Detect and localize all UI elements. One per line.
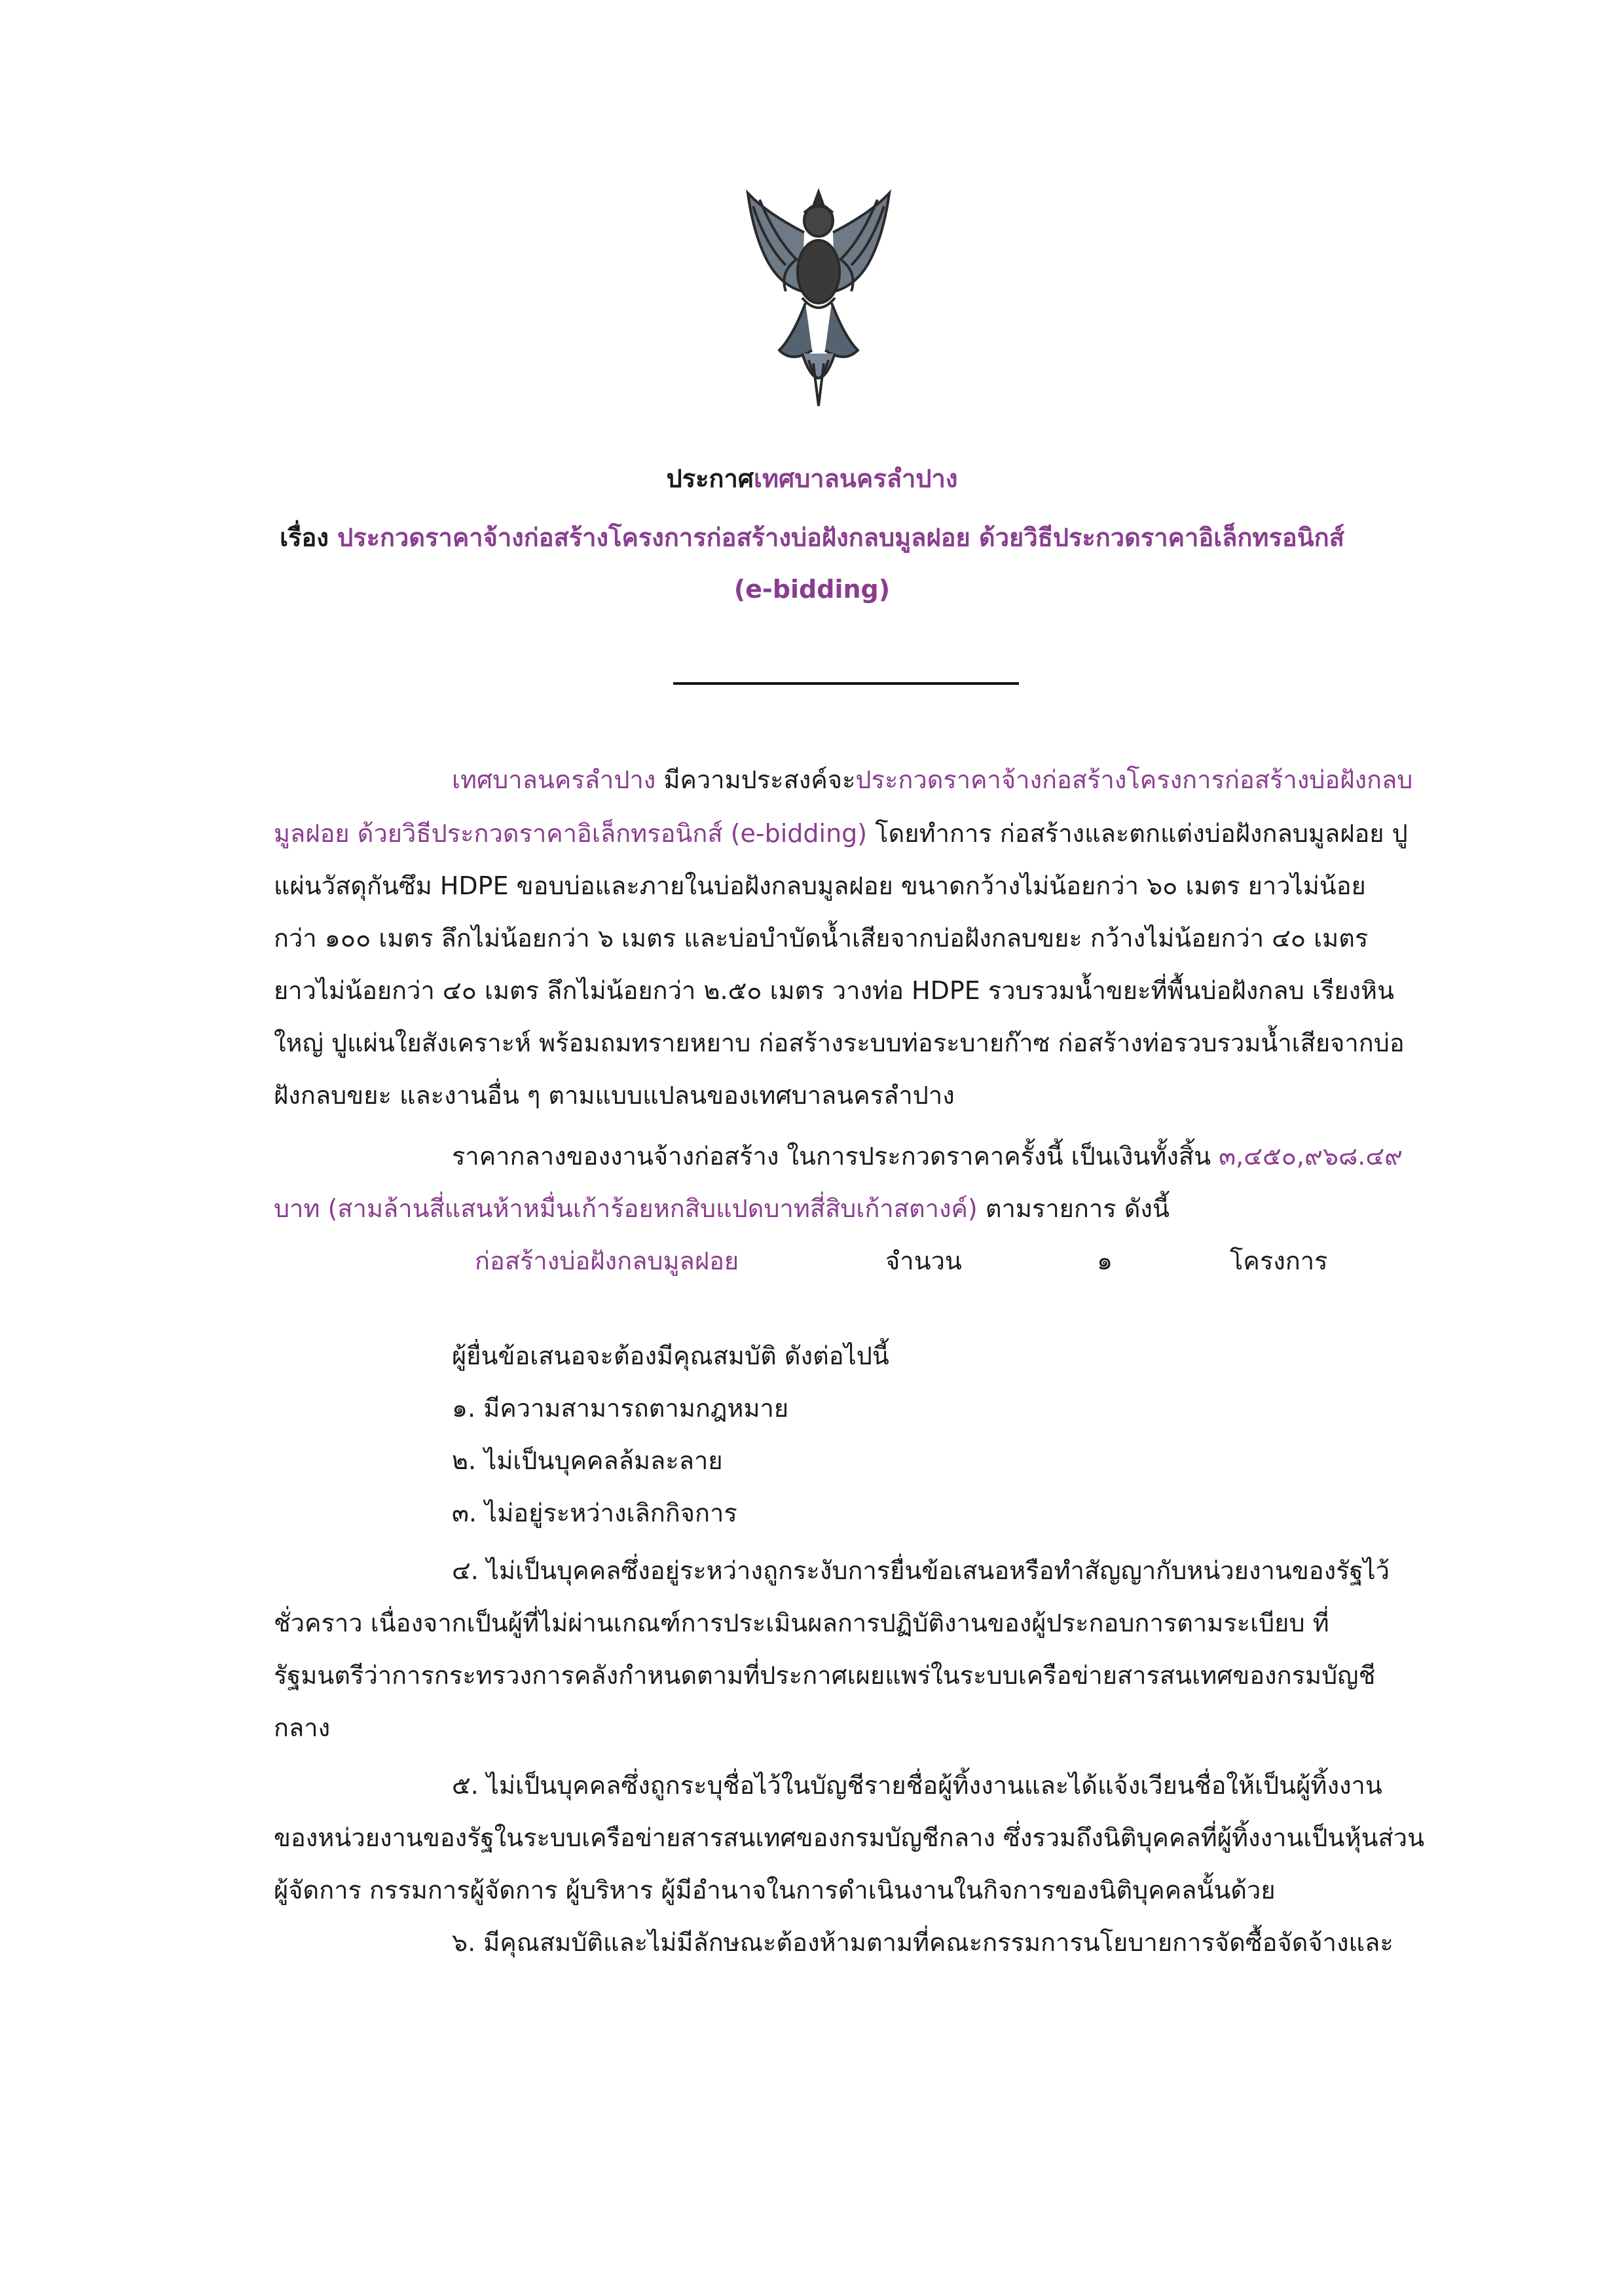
price-text: ราคากลางของงานจ้างก่อสร้าง ในการประกวดราคาครั้งนี้ เป็นเงินทั้งสิ้น (452, 1142, 1219, 1171)
subject-label: เรื่อง (280, 523, 329, 552)
title-prefix: ประกาศ (666, 464, 754, 493)
qualifications-heading: ผู้ยื่นข้อเสนอจะต้องมีคุณสมบัติ ดังต่อไปนี้ (452, 1341, 889, 1370)
intro-line-5: ยาวไม่น้อยกว่า ๔๐ เมตร ลึกไม่น้อยกว่า ๒.๕๐ เมตร วางท่อ HDPE รวบรวมน้ำขยะที่พื้นบ่อฝังกลบ เรียงหิน (274, 976, 1395, 1005)
price-suffix: ตามรายการ ดังนี้ (977, 1194, 1170, 1223)
item-unit: โครงการ (1230, 1247, 1328, 1275)
announcement-subject (0, 517, 1624, 557)
intro-line-1 (452, 759, 1412, 799)
item-qty-label: จำนวน (885, 1247, 962, 1275)
qualification-5-line-2: ของหน่วยงานของรัฐในระบบเครือข่ายสารสนเทศของกรมบัญชีกลาง ซึ่งรวมถึงนิติบุคคลที่ผู้ทิ้งงานเป็นหุ้นส่วน (274, 1823, 1425, 1852)
intro-text: โดยทำการ ก่อสร้างและตกแต่งบ่อฝังกลบมูลฝอย ปู (867, 819, 1408, 848)
intro-line-2 (274, 813, 1408, 853)
price-line-1 (452, 1136, 1403, 1176)
title-divider (673, 682, 1019, 685)
qualification-5-line-1: ๕. ไม่เป็นบุคคลซึ่งถูกระบุชื่อไว้ในบัญชีรายชื่อผู้ทิ้งงานและได้แจ้งเวียนชื่อให้เป็นผู้ทิ้งงาน (452, 1771, 1382, 1800)
price-line-2 (274, 1188, 1170, 1228)
qualification-4-line-2: ชั่วคราว เนื่องจากเป็นผู้ที่ไม่ผ่านเกณฑ์การประเมินผลการปฏิบัติงานของผู้ประกอบการตามระเบียบ ที่ (274, 1609, 1329, 1637)
qualification-1: ๑. มีความสามารถตามกฎหมาย (452, 1394, 789, 1423)
intro-line-4: กว่า ๑๐๐ เมตร ลึกไม่น้อยกว่า ๖ เมตร และบ่อบำบัดน้ำเสียจากบ่อฝังกลบขยะ กว้างไม่น้อยกว่า ๔๐ เมตร (274, 924, 1369, 953)
price-in-words: บาท (สามล้านสี่แสนห้าหมื่นเก้าร้อยหกสิบแปดบาทสี่สิบเก้าสตางค์) (274, 1194, 978, 1223)
qualification-4-line-4: กลาง (274, 1713, 331, 1742)
garuda-emblem-icon (740, 187, 897, 412)
intro-text: มีความประสงค์จะ (655, 765, 856, 794)
intro-line-3: แผ่นวัสดุกันซึม HDPE ขอบบ่อและภายในบ่อฝังกลบมูลฝอย ขนาดกว้างไม่น้อยกว่า ๖๐ เมตร ยาวไม่น้อย (274, 871, 1366, 900)
qualification-3: ๓. ไม่อยู่ระหว่างเลิกกิจการ (452, 1499, 737, 1527)
item-name: ก่อสร้างบ่อฝังกลบมูลฝอย (475, 1247, 739, 1275)
price-amount: ๓,๔๕๐,๙๖๘.๔๙ (1219, 1142, 1403, 1171)
intro-line-6: ใหญ่ ปูแผ่นใยสังเคราะห์ พร้อมถมทรายหยาบ ก่อสร้างระบบท่อระบายก๊าซ ก่อสร้างท่อรวบรวมน้ำเสียจากบ่อ (274, 1029, 1405, 1057)
qualification-5-line-3: ผู้จัดการ กรรมการผู้จัดการ ผู้บริหาร ผู้มีอำนาจในการดำเนินงานในกิจการของนิติบุคคลนั้นด้วย (274, 1876, 1276, 1904)
intro-line-7: ฝังกลบขยะ และงานอื่น ๆ ตามแบบแปลนของเทศบาลนครลำปาง (274, 1081, 955, 1110)
intro-project-cont: มูลฝอย ด้วยวิธีประกวดราคาอิเล็กทรอนิกส์ (e-bidding) (274, 819, 868, 848)
subject-text: ประกวดราคาจ้างก่อสร้างโครงการก่อสร้างบ่อฝังกลบมูลฝอย ด้วยวิธีประกวดราคาอิเล็กทรอนิกส์ (337, 523, 1344, 552)
item-qty: ๑ (1097, 1247, 1113, 1275)
subject-method: (e-bidding) (733, 575, 891, 604)
qualification-2: ๒. ไม่เป็นบุคคลล้มละลาย (452, 1446, 723, 1475)
intro-project: ประกวดราคาจ้างก่อสร้างโครงการก่อสร้างบ่อฝังกลบ (855, 765, 1413, 794)
announcement-title (0, 458, 1624, 498)
announcement-method (0, 575, 1624, 604)
qualification-4-line-1: ๔. ไม่เป็นบุคคลซึ่งอยู่ระหว่างถูกระงับการยื่นข้อเสนอหรือทำสัญญากับหน่วยงานของรัฐไว้ (452, 1556, 1390, 1585)
qualification-6-line-1: ๖. มีคุณสมบัติและไม่มีลักษณะต้องห้ามตามที่คณะกรรมการนโยบายการจัดซื้อจัดจ้างและ (452, 1928, 1393, 1957)
intro-org: เทศบาลนครลำปาง (452, 765, 656, 794)
title-org: เทศบาลนครลำปาง (754, 464, 958, 493)
qualification-4-line-3: รัฐมนตรีว่าการกระทรวงการคลังกำหนดตามที่ประกาศเผยแพร่ในระบบเครือข่ายสารสนเทศของกรมบัญชี (274, 1661, 1376, 1690)
